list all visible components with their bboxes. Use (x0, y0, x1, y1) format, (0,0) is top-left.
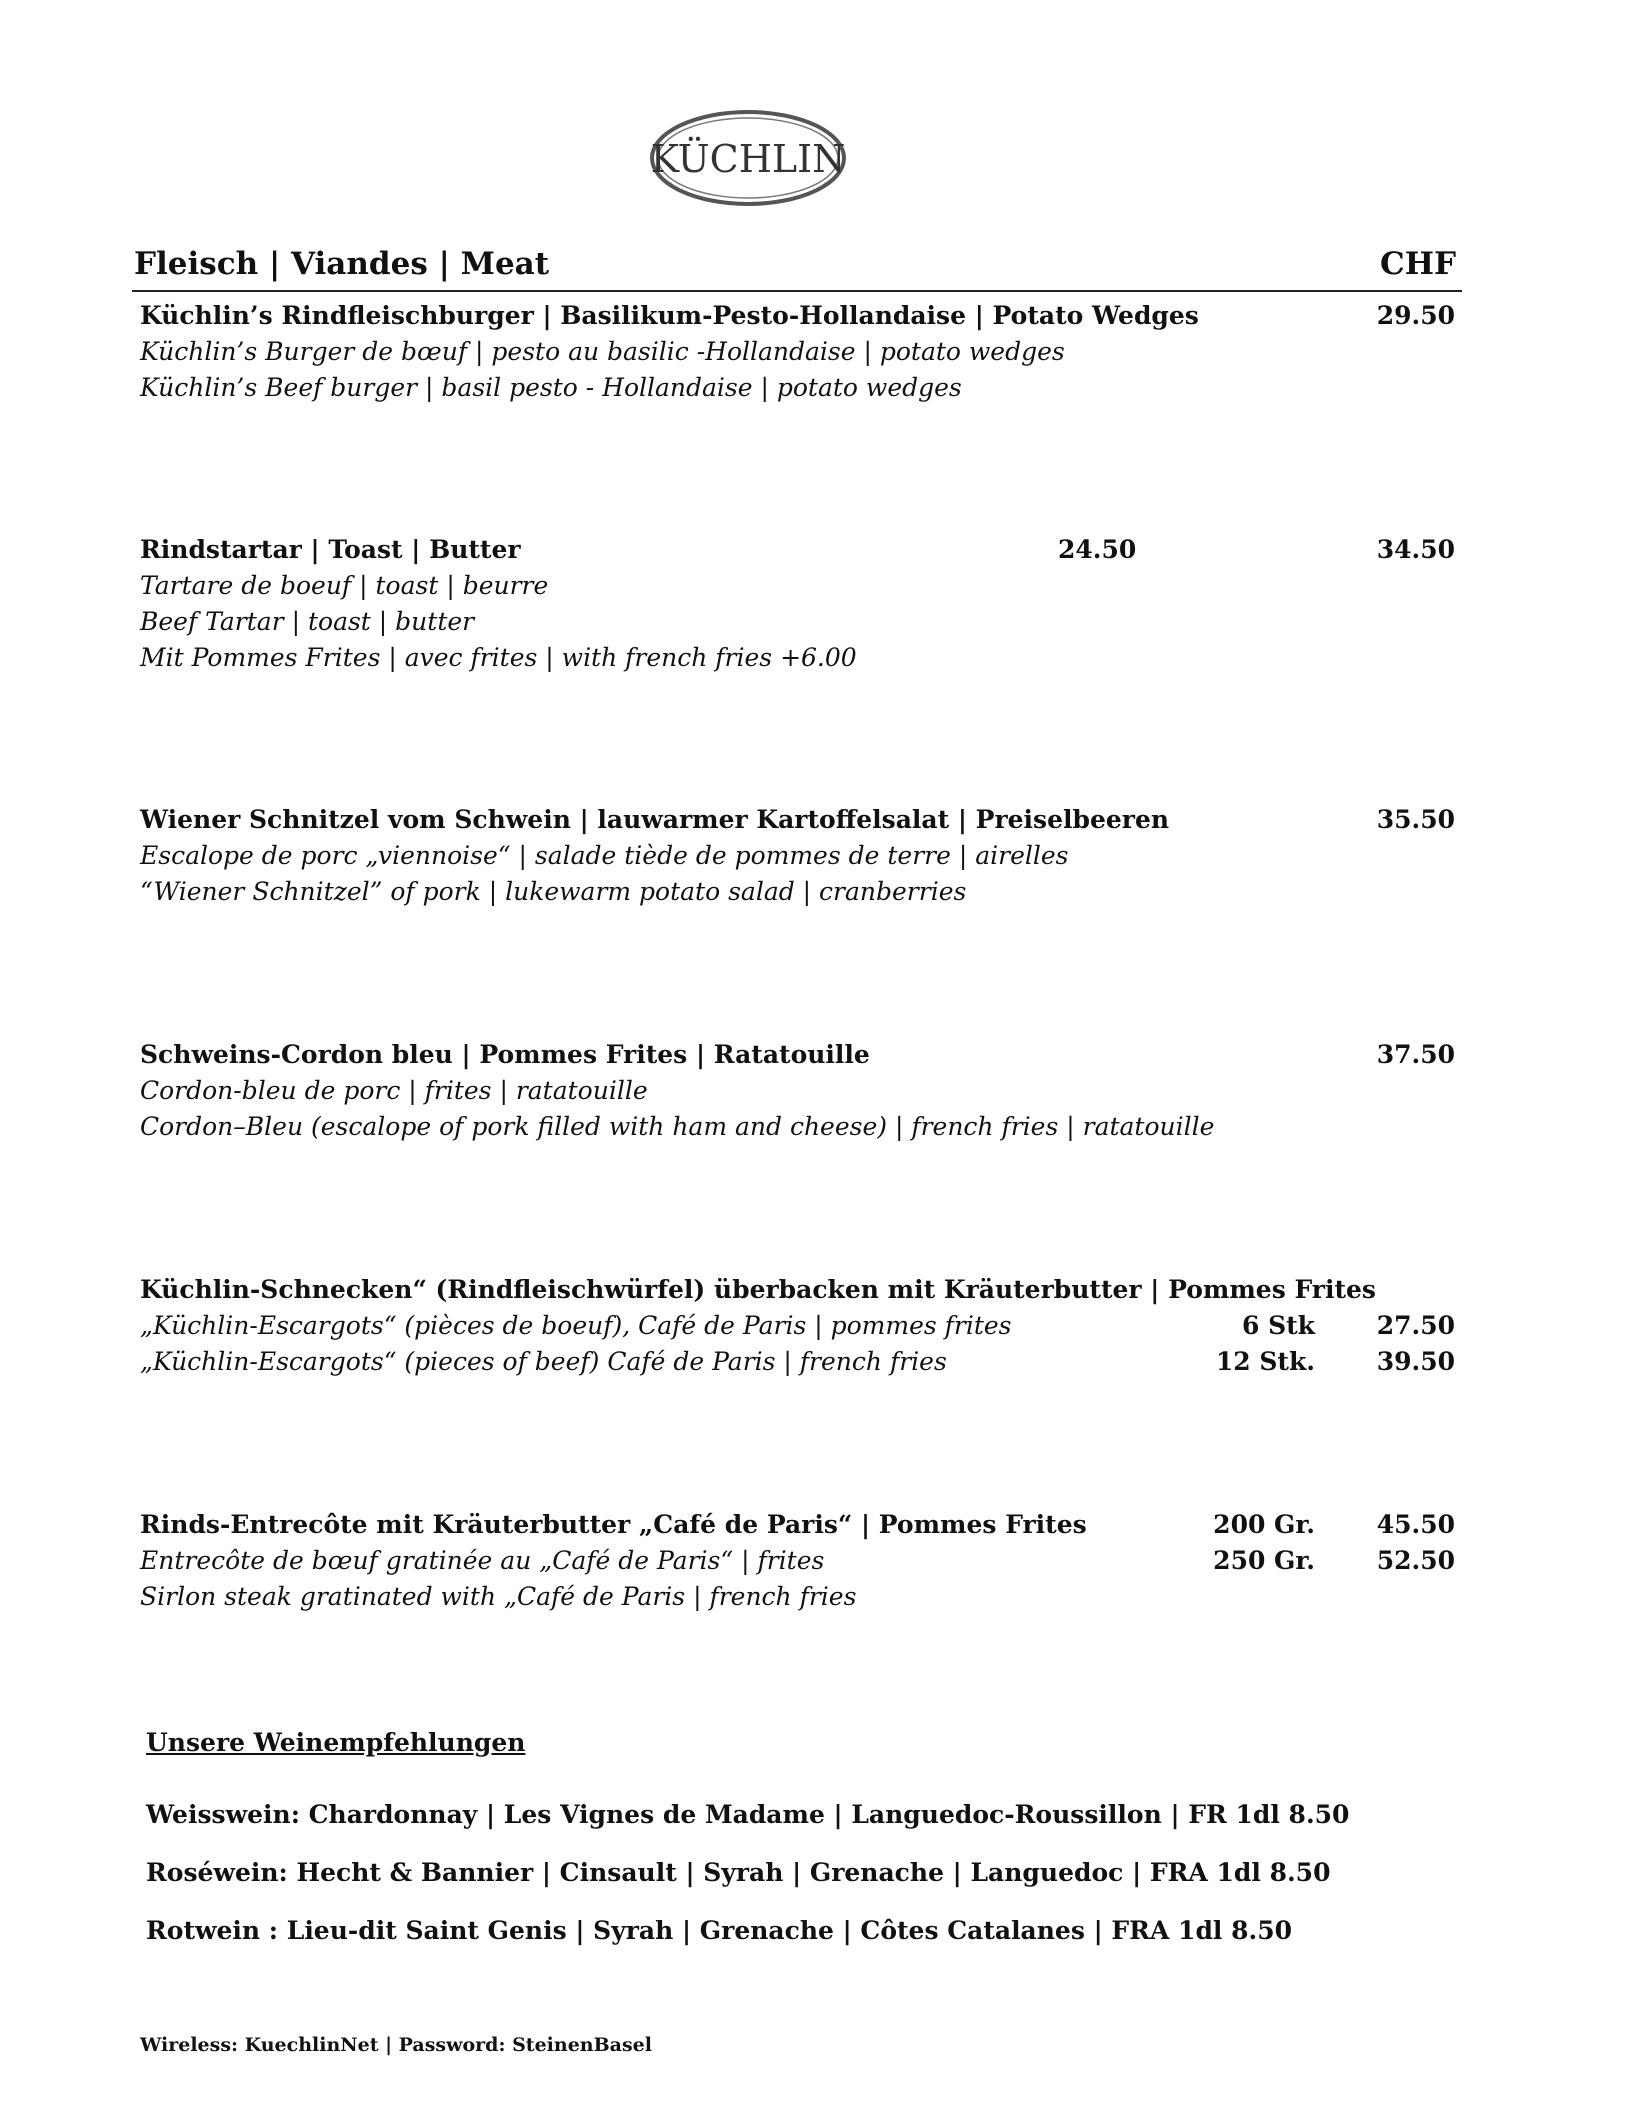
menu-item-escargots (140, 1272, 1470, 1380)
wine-heading: Unsere Weinempfehlungen (146, 1728, 526, 1757)
section-header (132, 246, 1462, 292)
item-description-en: “Wiener Schnitzel” of pork | lukewarm potato salad | cranberries (140, 877, 967, 906)
item-description-en: Küchlin’s Beef burger | basil pesto - Hollandaise | potato wedges (140, 373, 962, 402)
item-quantity: 200 Gr. (1213, 1510, 1315, 1539)
item-price: 35.50 (1376, 805, 1455, 834)
item-quantity: 6 Stk (1241, 1311, 1315, 1340)
item-description-fr: Entrecôte de bœuf gratinée au „Café de Paris“ | frites (140, 1546, 825, 1575)
currency-label: CHF (1380, 246, 1456, 282)
item-extra: Mit Pommes Frites | avec frites | with french fries +6.00 (140, 643, 857, 672)
menu-item-burger (140, 298, 1470, 406)
menu-item-cordon-bleu (140, 1037, 1470, 1145)
section-title: Fleisch | Viandes | Meat (134, 246, 550, 282)
item-description-fr: Escalope de porc „viennoise“ | salade tiède de pommes de terre | airelles (140, 841, 1069, 870)
item-description-en: Beef Tartar | toast | butter (140, 607, 475, 636)
menu-item-tartar (140, 532, 1470, 676)
item-title: Küchlin-Schnecken“ (Rindfleischwürfel) überbacken mit Kräuterbutter | Pommes Frites (140, 1275, 1376, 1304)
menu-item-entrecote (140, 1507, 1470, 1615)
item-price: 27.50 (1376, 1311, 1455, 1340)
logo-text: KÜCHLIN (650, 137, 846, 181)
item-description-fr: Tartare de boeuf | toast | beurre (140, 571, 549, 600)
item-title: Rinds-Entrecôte mit Kräuterbutter „Café de Paris“ | Pommes Frites (140, 1510, 1087, 1539)
menu-item-schnitzel (140, 802, 1470, 910)
wifi-info: Wireless: KuechlinNet | Password: SteinenBasel (140, 2034, 652, 2056)
item-title: Schweins-Cordon bleu | Pommes Frites | Ratatouille (140, 1040, 870, 1069)
item-price: 45.50 (1376, 1510, 1455, 1539)
item-price: 29.50 (1376, 301, 1455, 330)
item-title: Rindstartar | Toast | Butter (140, 535, 521, 564)
item-description-en: Cordon–Bleu (escalope of pork filled with ham and cheese) | french fries | ratatouille (140, 1112, 1215, 1141)
wine-line-red: Rotwein : Lieu-dit Saint Genis | Syrah | Grenache | Côtes Catalanes | FRA 1dl 8.50 (146, 1916, 1293, 1945)
item-description-en: „Küchlin-Escargots“ (pieces of beef) Café de Paris | french fries (140, 1347, 947, 1376)
item-description-en: Sirlon steak gratinated with „Café de Paris | french fries (140, 1582, 857, 1611)
item-description-fr: Küchlin’s Burger de bœuf | pesto au basilic -Hollandaise | potato wedges (140, 337, 1065, 366)
wine-line-rose: Roséwein: Hecht & Bannier | Cinsault | Syrah | Grenache | Languedoc | FRA 1dl 8.50 (146, 1858, 1331, 1887)
item-price: 52.50 (1376, 1546, 1455, 1575)
item-title: Wiener Schnitzel vom Schwein | lauwarmer Kartoffelsalat | Preiselbeeren (140, 805, 1170, 834)
item-description-fr: Cordon-bleu de porc | frites | ratatouille (140, 1076, 648, 1105)
item-quantity: 250 Gr. (1213, 1546, 1315, 1575)
item-price: 34.50 (1376, 535, 1455, 564)
wine-recommendations (146, 1725, 1466, 1949)
kuechlin-logo (648, 108, 848, 208)
item-price: 37.50 (1376, 1040, 1455, 1069)
item-small-price: 24.50 (1058, 535, 1137, 564)
wine-line-white: Weisswein: Chardonnay | Les Vignes de Madame | Languedoc-Roussillon | FR 1dl 8.50 (146, 1800, 1350, 1829)
item-title: Küchlin’s Rindfleischburger | Basilikum-Pesto-Hollandaise | Potato Wedges (140, 301, 1199, 330)
item-description-fr: „Küchlin-Escargots“ (pièces de boeuf), Café de Paris | pommes frites (140, 1311, 1012, 1340)
kuechlin-oval-logo-icon (648, 108, 848, 208)
item-price: 39.50 (1376, 1347, 1455, 1376)
item-quantity: 12 Stk. (1215, 1347, 1315, 1376)
